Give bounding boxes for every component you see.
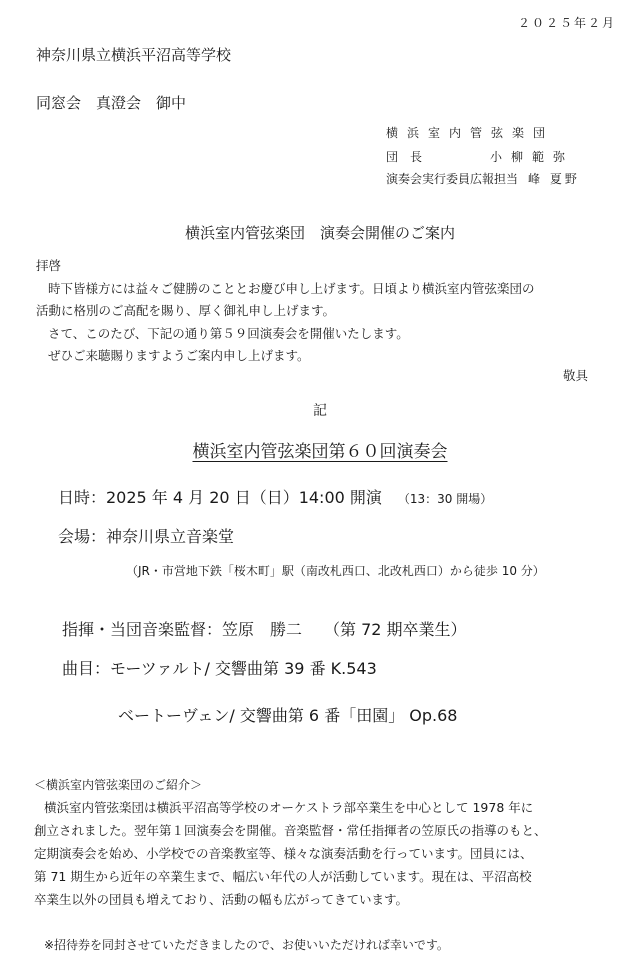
- conductor-note: （第 72 期卒業生）: [324, 620, 467, 639]
- conductor-name: 指揮・当団音楽監督：笠原 勝二: [62, 620, 303, 639]
- ki-heading: 記: [313, 403, 327, 419]
- paragraph-2: さて、このたび、下記の通り第５９回演奏会を開催いたします。: [48, 326, 409, 341]
- recipient-school: 神奈川県立横浜平沼高等学校: [36, 46, 232, 64]
- event-datetime: [58, 485, 492, 508]
- closing-word: 敬具: [562, 368, 588, 383]
- paragraph-1: 時下皆様方には益々ご健勝のこととお慶び申し上げます。日頃より横浜室内管弦楽団の: [48, 281, 535, 296]
- sender-org: 横浜室内管弦楽団: [386, 126, 555, 140]
- sender-director-name: 小柳範弥: [490, 150, 575, 164]
- recipient-association: 同窓会 真澄会 御中: [36, 94, 187, 112]
- letter-subject: 横浜室内管弦楽団 演奏会開催のご案内: [184, 224, 455, 242]
- venue-access: （JR・市営地下鉄「桜木町」駅（南改札西口、北改札西口）から徒歩 10 分）: [126, 564, 545, 578]
- sender-director: [386, 148, 574, 165]
- event-title: 横浜室内管弦楽団第６０回演奏会: [192, 442, 448, 462]
- sender-pr-role: 演奏会実行委員広報担当: [386, 172, 519, 186]
- sender-director-role: 団長: [386, 150, 435, 164]
- intro-line-4: 第 71 期生から近年の卒業生まで、幅広い年代の人が活動しています。現在は、平沼高校: [34, 869, 532, 884]
- intro-heading: ＜横浜室内管弦楽団のご紹介＞: [34, 778, 203, 792]
- event-venue: 会場：神奈川県立音楽堂: [58, 527, 235, 546]
- program-item-2: ベートーヴェン/ 交響曲第 6 番「田園」 Op.68: [118, 706, 458, 725]
- paragraph-1-cont: 活動に格別のご高配を賜り、厚く御礼申し上げます。: [36, 303, 336, 318]
- letter-date: ２０２５年２月: [517, 16, 616, 30]
- program-item-1: 曲目：モーツァルト/ 交響曲第 39 番 K.543: [62, 659, 377, 678]
- intro-line-3: 定期演奏会を始め、小学校での音楽教室等、様々な演奏活動を行っています。団員には、: [34, 846, 533, 861]
- intro-line-5: 卒業生以外の団員も増えており、活動の幅も広がってきています。: [34, 892, 409, 907]
- intro-line-2: 創立されました。翌年第１回演奏会を開催。音楽監督・常任指揮者の笠原氏の指導のもと、: [34, 823, 547, 838]
- event-conductor: [62, 617, 467, 640]
- sender-pr: [386, 170, 580, 187]
- event-datetime-main: 日時：2025 年 4 月 20 日（日）14:00 開演: [58, 488, 382, 507]
- enclosure-note: ※招待券を同封させていただきましたので、お使いいただければ幸いです。: [44, 938, 449, 952]
- event-doors-open: （13：30 開場）: [397, 492, 493, 506]
- paragraph-3: ぜひご来聴賜りますようご案内申し上げます。: [48, 348, 310, 363]
- opening-word: 拝啓: [36, 258, 62, 273]
- intro-line-1: 横浜室内管弦楽団は横浜平沼高等学校のオーケストラ部卒業生を中心として 1978 年に: [44, 800, 534, 815]
- sender-pr-name: 峰 夏野: [528, 172, 580, 186]
